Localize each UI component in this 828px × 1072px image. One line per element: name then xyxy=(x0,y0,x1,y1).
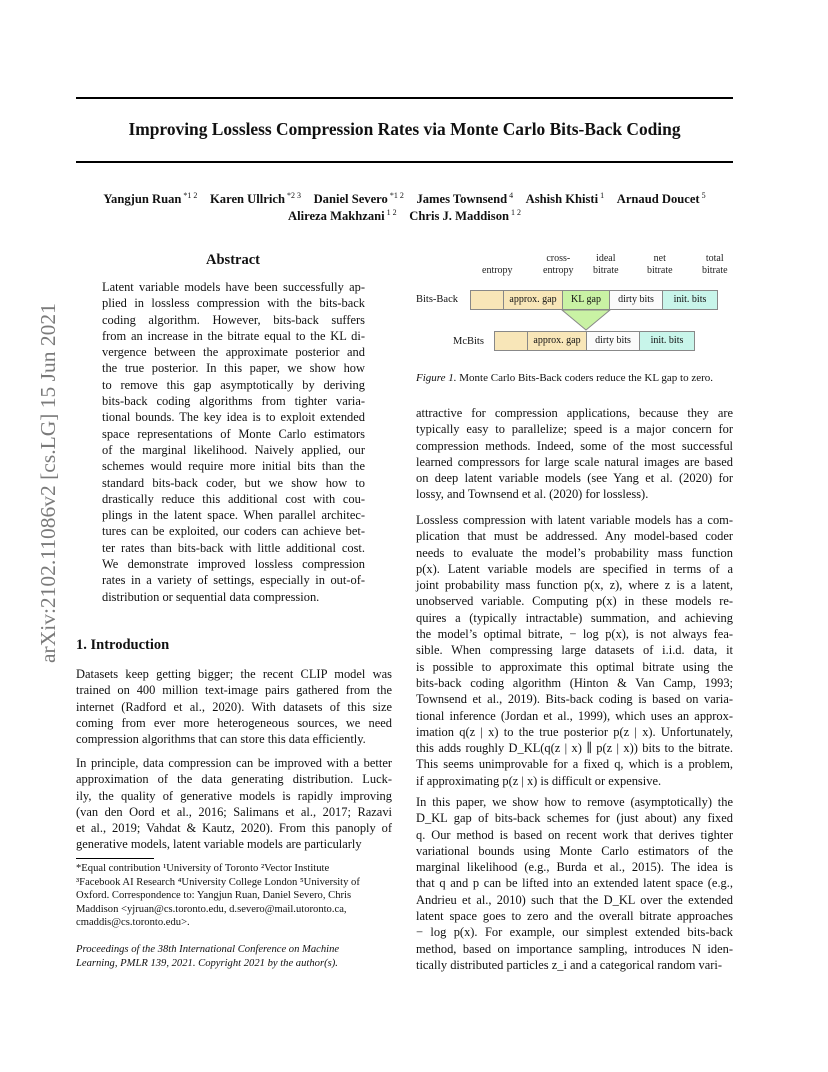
text-line: *Equal contribution ¹University of Toronto ²Vector Institute xyxy=(76,863,330,874)
text-line: distribution or sequential data compression. xyxy=(102,589,320,604)
approx-gap-box: approx. gap xyxy=(503,290,563,310)
intro-heading xyxy=(76,637,169,653)
kl-gap-funnel xyxy=(410,248,740,370)
text-line: marginal likelihood (e.g., Burda et al., 2015). The idea is xyxy=(416,860,733,875)
author-affiliation-marks: *2 3 xyxy=(284,191,301,200)
author-name: Karen Ullrich xyxy=(209,192,285,207)
figure-1-caption xyxy=(416,372,713,384)
text-line: This seems unimprovable for a fixed q, which is a problem, xyxy=(416,757,733,772)
author-list-line-2 xyxy=(76,208,733,224)
author-affiliation-marks: 1 xyxy=(598,191,605,200)
label-total-bitrate: total bitrate xyxy=(702,253,728,276)
text-line: Andrieu et al., 2010) such that the D_KL over the extended xyxy=(416,892,733,907)
text-line: of the marginal likelihood. Naively applied, our xyxy=(102,442,365,457)
text-line: that q and p can be lifted into an extended latent space (e.g., xyxy=(416,876,733,891)
author-name: James Townsend xyxy=(416,192,508,207)
text-line: Lossless compression with latent variable models has a com- xyxy=(416,513,733,527)
text-line: variational bounds using Monte Carlo estimators of the xyxy=(416,843,733,858)
text-line: sible. When compressing large datasets of i.i.d. data, it xyxy=(416,643,733,658)
text-line: tically distributed particles z_i and a categorical random vari- xyxy=(416,957,722,972)
author-name: Daniel Severo xyxy=(313,192,388,207)
init-bits-box: init. bits xyxy=(662,290,718,310)
text-line: ³Facebook AI Research ⁴University College London ⁵University of xyxy=(76,876,360,888)
text-line: typically easy to parallelize; speed is a major concern for xyxy=(416,422,733,437)
text-line: space representations of Monte Carlo estimators xyxy=(102,426,365,441)
row-label-mcbits: McBits xyxy=(453,336,484,347)
text-line: coding algorithm. However, bits-back suffers xyxy=(102,312,365,327)
text-line: learned compressors for large scale natural images are based xyxy=(416,454,733,469)
text-line: plication that must be addressed. Any model-based coder xyxy=(416,529,733,544)
text-line: trained on 400 million text-image pairs gathered from the xyxy=(76,683,392,698)
text-line: imation q(z | x) to the true posterior p(z | x). Unfortunately, xyxy=(416,724,733,739)
author-name: Alireza Makhzani xyxy=(288,209,385,224)
text-line: lossy, and Townsend et al. (2020) for lossless). xyxy=(416,487,649,502)
text-line: Townsend et al., 2019). Bits-back coding is based on varia- xyxy=(416,692,733,707)
figure-1-diagram xyxy=(410,248,740,370)
text-line: quires a (typically intractable) summation, and achieving xyxy=(416,610,733,625)
text-line: plings in the latent space. When parallel architec- xyxy=(102,508,365,523)
text-line: q. Our method is based on recent work that derives tighter xyxy=(416,827,733,842)
text-line: method, based on importance sampling, introduces N iden- xyxy=(416,941,733,956)
author-affiliation-marks: 1 2 xyxy=(384,208,397,217)
text-line: coming from ever more heterogeneous sources, we need xyxy=(76,715,392,730)
text-line: ily, the quality of generative models is rapidly improving xyxy=(76,788,392,803)
row-label-bits-back: Bits-Back xyxy=(416,294,458,305)
author-affiliation-marks: 5 xyxy=(699,191,706,200)
author-affiliation-marks: *1 2 xyxy=(181,191,198,200)
text-line: approximation of the data generating distribution. Luck- xyxy=(76,772,392,787)
text-line: the model’s optimal bitrate, − log p(x), is not always fea- xyxy=(416,627,733,642)
author-name: Arnaud Doucet xyxy=(616,192,700,207)
footnote-rule xyxy=(76,858,154,859)
text-line: tional inference (Jordan et al., 1999), which uses an approx- xyxy=(416,708,733,723)
text-line: if approximating p(z | x) is difficult or expensive. xyxy=(416,773,662,788)
text-line: In this paper, we show how to remove (asymptotically) the xyxy=(416,795,733,809)
text-line: tional bounds. The key idea is to exploit extended xyxy=(102,410,365,425)
proceedings-note xyxy=(76,943,392,971)
author-affiliation-marks: 4 xyxy=(507,191,514,200)
text-line: rates in a variety of settings, especially in out-of- xyxy=(102,573,365,588)
title-top-rule xyxy=(76,97,733,99)
abstract-heading: Abstract xyxy=(206,252,260,268)
title-bottom-rule xyxy=(76,161,733,163)
text-line: internet (Radford et al., 2020). With datasets of this size xyxy=(76,699,392,714)
text-line: compression algorithms that can store this data efficiently. xyxy=(76,732,366,747)
text-line: tures can be exploited, our coders can achieve bet- xyxy=(102,524,365,539)
author-list-line-1 xyxy=(76,191,733,207)
label-ideal-bitrate: ideal bitrate xyxy=(593,253,619,276)
text-line: this adds roughly D_KL(q(z | x) ∥ p(z | x)) bits to the bitrate. xyxy=(416,741,733,756)
init-bits-box-mcbits: init. bits xyxy=(639,331,695,351)
right-paragraph-2 xyxy=(416,512,733,789)
text-line: needs to evaluate the model’s probability mass function xyxy=(416,545,733,560)
text-line: joint probability mass function p(x, z), where z is a latent, xyxy=(416,578,733,593)
dirty-bits-box: dirty bits xyxy=(609,290,663,310)
author-affiliation-marks: *1 2 xyxy=(387,191,404,200)
text-line: schemes would require more initial bits than the xyxy=(102,459,365,474)
text-line: from an increase in the bitrate equal to the KL di- xyxy=(102,328,365,343)
text-line: latent space goes to zero and the overall bitrate approaches xyxy=(416,909,733,924)
text-line: is possible to approximate this optimal bitrate using the xyxy=(416,659,733,674)
text-line: to remove this gap asymptotically by deriving xyxy=(102,377,365,392)
text-line: on deep latent variable models (see Yang et al. (2020) for xyxy=(416,471,733,486)
text-line: Learning, PMLR 139, 2021. Copyright 2021 by the author(s). xyxy=(76,958,338,969)
text-line: et al., 2019; Vahdat & Kautz, 2020). From this panoply of xyxy=(76,821,392,836)
right-paragraph-3 xyxy=(416,794,733,973)
text-line: bits-back coding algorithms from tighter varia- xyxy=(102,394,365,409)
label-net-bitrate: net bitrate xyxy=(647,253,673,276)
author-name: Ashish Khisti xyxy=(525,192,599,207)
caption-prefix: Figure 1. xyxy=(416,372,457,384)
text-line: ter rates than bits-back with little additional cost. xyxy=(102,540,365,555)
label-entropy: entropy xyxy=(482,265,513,276)
dirty-bits-box-mcbits: dirty bits xyxy=(586,331,640,351)
text-line: unobserved variable. Computing p(x) in these models re- xyxy=(416,594,733,609)
text-line: vergence between the approximate posterior and xyxy=(102,345,365,360)
author-name: Yangjun Ruan xyxy=(103,192,182,207)
text-line: bits-back coding algorithm (Hinton & Van Camp, 1993; xyxy=(416,675,733,690)
text-line: generative models, latent variable models are particularly xyxy=(76,837,362,852)
text-line: standard bits-back coder, but we show how to xyxy=(102,475,365,490)
text-line: We demonstrate improved lossless compression xyxy=(102,557,365,572)
text-line: Maddison <yjruan@cs.toronto.edu, d.severo@mail.utoronto.ca, xyxy=(76,903,347,915)
text-line: − log p(x). For example, our simplest extended bits-back xyxy=(416,925,733,940)
text-line: Oxford. Correspondence to: Yangjun Ruan, Daniel Severo, Chris xyxy=(76,890,352,902)
approx-gap-box-mcbits: approx. gap xyxy=(527,331,587,351)
paper-title: Improving Lossless Compression Rates via Monte Carlo Bits-Back Coding xyxy=(128,119,681,139)
author-affiliation-marks: 1 2 xyxy=(509,208,521,217)
text-line: drastically reduce this additional cost with cou- xyxy=(102,491,365,506)
text-line: Latent variable models have been successfully ap- xyxy=(102,280,365,294)
arxiv-stamp: arXiv:2102.11086v2 [cs.LG] 15 Jun 2021 xyxy=(36,303,60,663)
intro-paragraph-2 xyxy=(76,755,392,853)
kl-gap-box: KL gap xyxy=(562,290,610,310)
abstract-body xyxy=(102,279,365,605)
text-line: compression methods. Indeed, some of the most successful xyxy=(416,438,733,453)
intro-paragraph-1 xyxy=(76,666,392,747)
text-line: (van den Oord et al., 2016; Salimans et al., 2017; Razavi xyxy=(76,804,392,819)
text-line: the true posterior. In this paper, we show how xyxy=(102,361,365,376)
right-paragraph-1 xyxy=(416,405,733,503)
section-heading: 1. Introduction xyxy=(76,637,170,653)
text-line: plied in lossless compression with the bits-back xyxy=(102,296,365,311)
caption-text: Monte Carlo Bits-Back coders reduce the KL gap to zero. xyxy=(459,372,714,384)
affiliations-footnote xyxy=(76,862,392,930)
author-name: Chris J. Maddison xyxy=(409,209,509,224)
label-cross-entropy: cross- entropy xyxy=(543,253,574,276)
text-line: D_KL gap of bits-back schemes for (just about) any fixed xyxy=(416,811,733,826)
text-line: p(x). Latent variable models are specified in terms of a xyxy=(416,561,733,576)
text-line: attractive for compression applications, because they are xyxy=(416,406,733,420)
text-line: Datasets keep getting bigger; the recent CLIP model was xyxy=(76,667,392,681)
text-line: Proceedings of the 38th International Conference on Machine xyxy=(76,944,340,955)
text-line: cmaddis@cs.toronto.edu>. xyxy=(76,917,190,929)
text-line: In principle, data compression can be improved with a better xyxy=(76,756,392,770)
entropy-bar-mcbits xyxy=(494,331,528,351)
